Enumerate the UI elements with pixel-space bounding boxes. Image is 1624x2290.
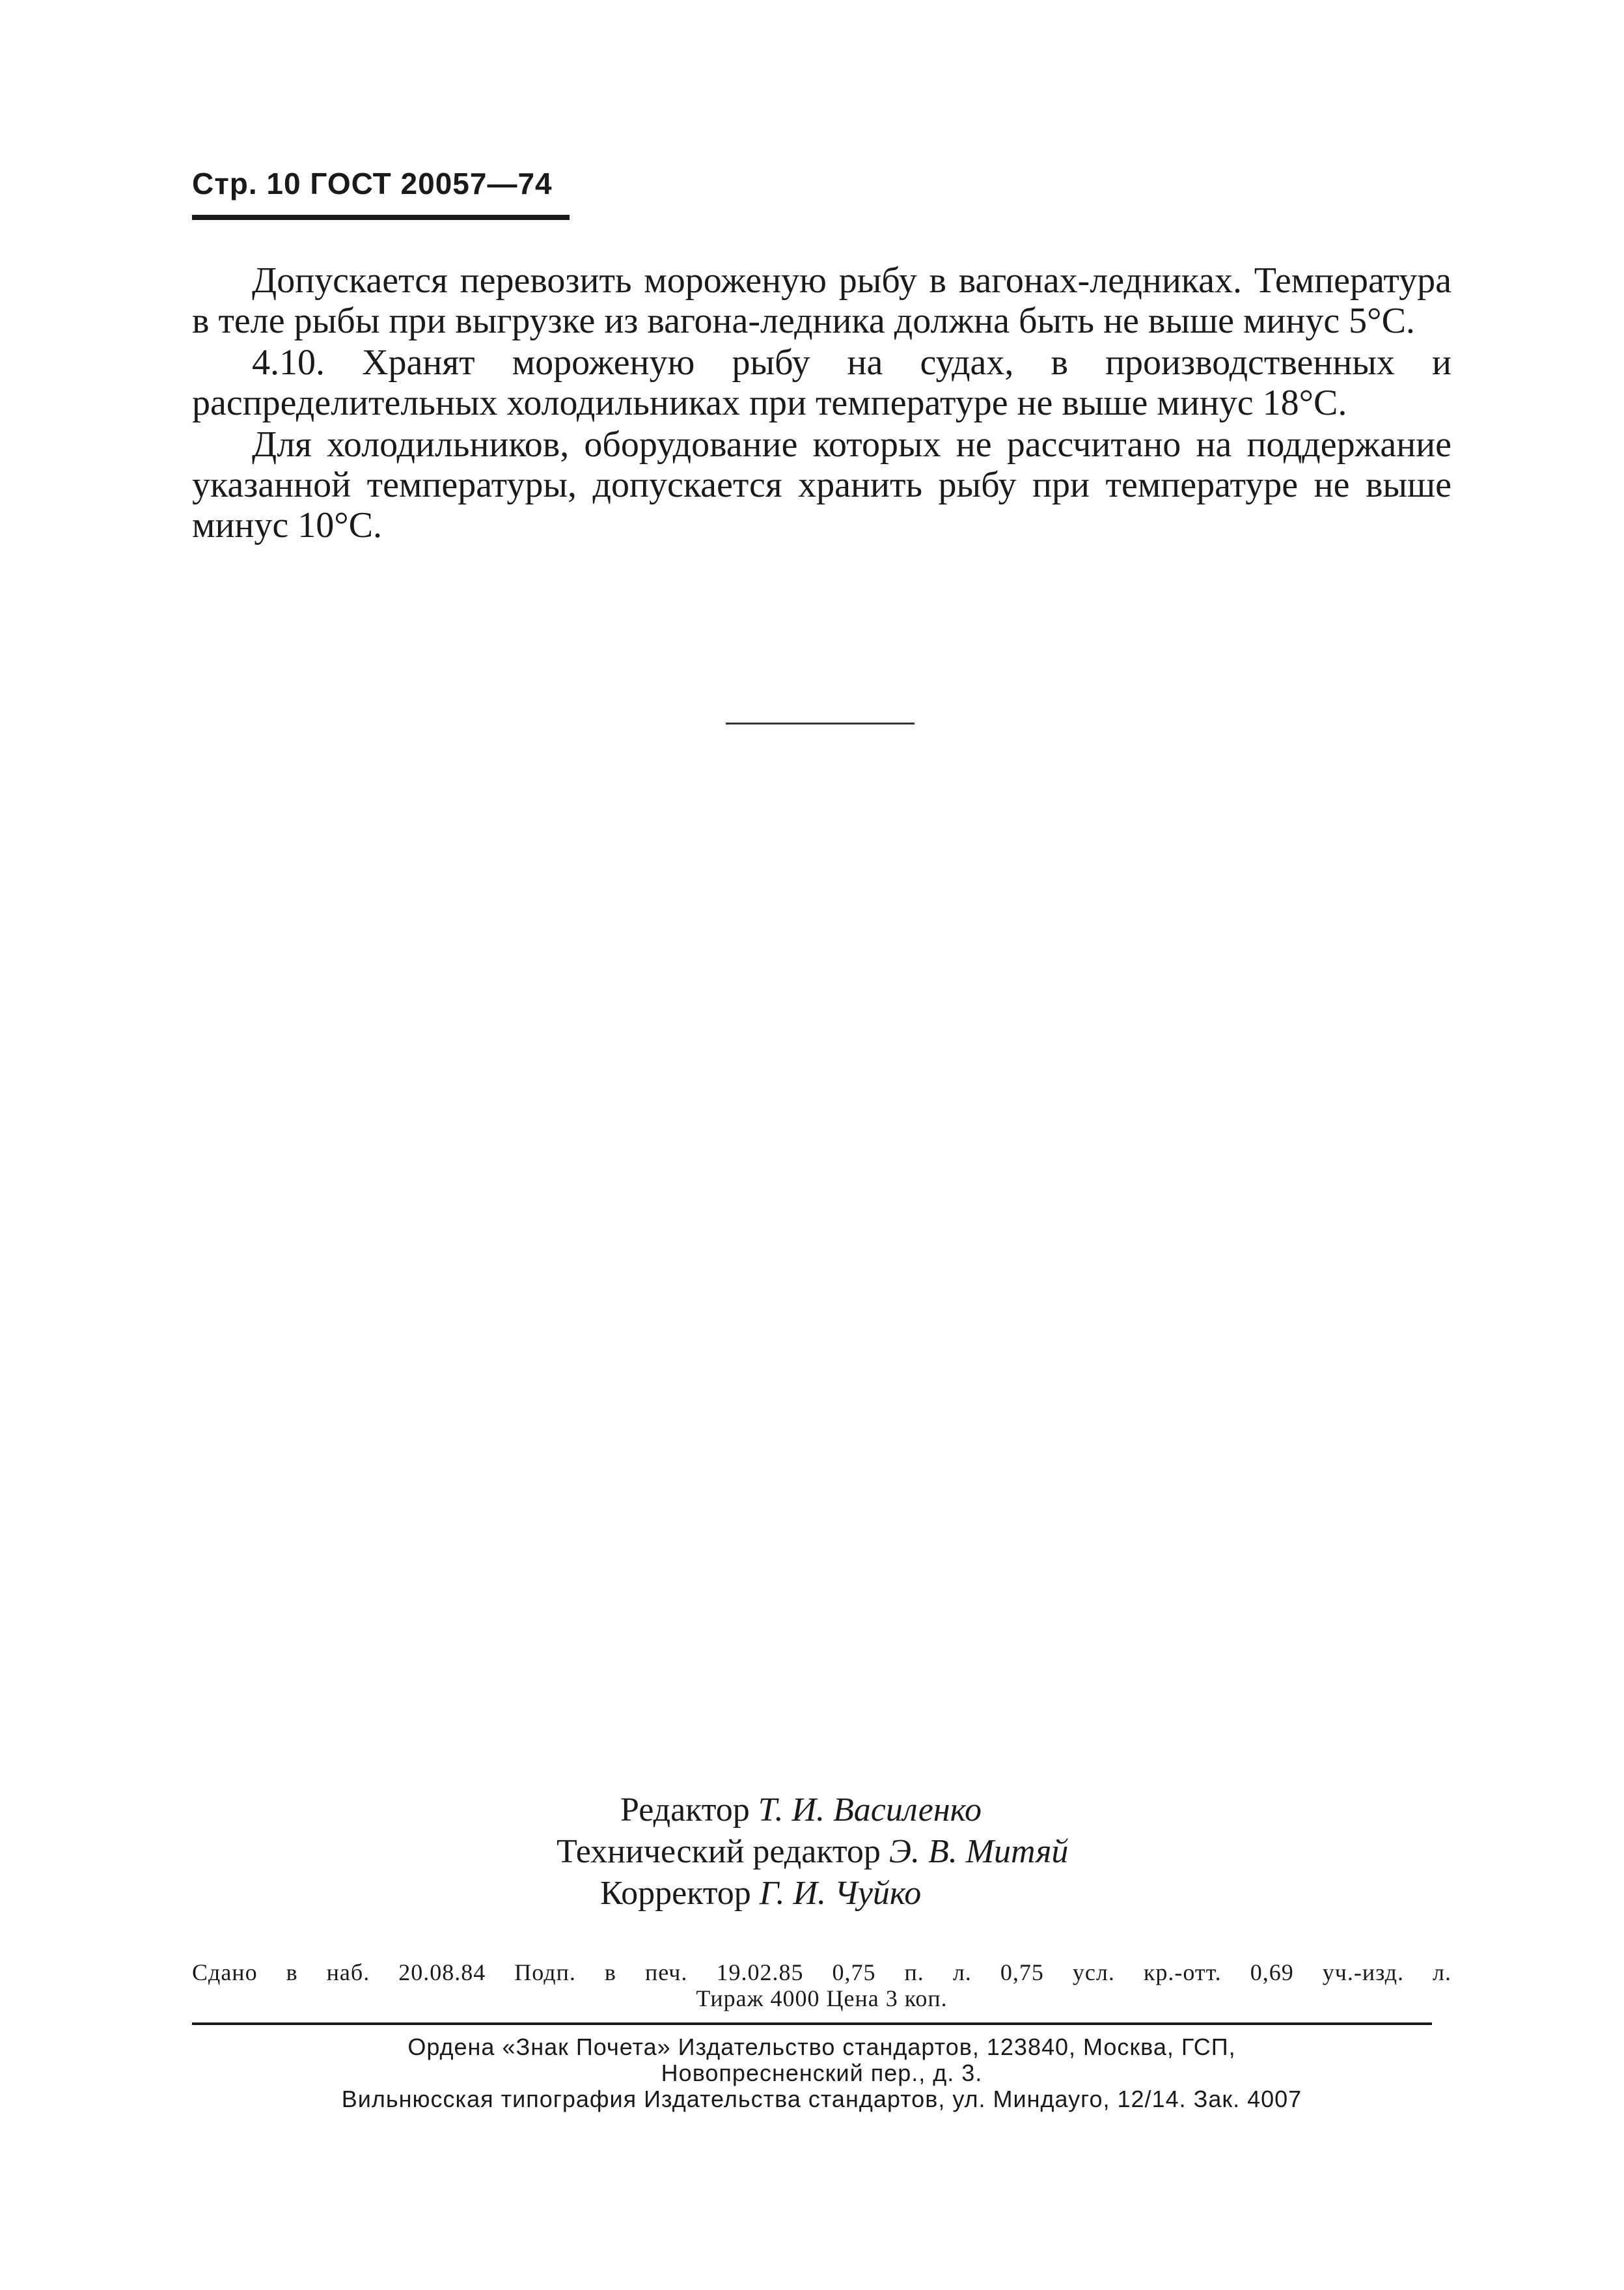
paragraph-transport: Допускается перевозить мороженую рыбу в вагонах-ледниках. Температура в теле рыбы при выгрузке из вагона-ледника должна быть не выше минус 5°С.: [192, 260, 1452, 341]
proofreader-label: Корректор: [600, 1875, 751, 1912]
tech-editor-label: Технический редактор: [557, 1833, 881, 1870]
credit-editor: [620, 1790, 982, 1830]
proofreader-name: Г. И. Чуйко: [759, 1875, 922, 1912]
section-separator: [726, 723, 915, 724]
publisher-line-2: Новопресненский пер., д. 3.: [661, 2060, 983, 2086]
publisher-line-1: Ордена «Знак Почета» Издательство стандартов, 123840, Москва, ГСП,: [407, 2034, 1236, 2060]
imprint-rule: [192, 2022, 1432, 2025]
paragraph-refrigerators: Для холодильников, оборудование которых не рассчитано на поддержание указанной температуры, допускается хранить рыбу при температуре не выше минус 10°С.: [192, 424, 1452, 545]
body-text: [192, 260, 1452, 545]
publisher: [192, 2034, 1452, 2112]
publisher-line-3: Вильнюсская типография Издательства стандартов, ул. Миндауго, 12/14. Зак. 4007: [341, 2086, 1302, 2112]
imprint-line-1: Сдано в наб. 20.08.84 Подп. в печ. 19.02.85 0,75 п. л. 0,75 усл. кр.-отт. 0,69 уч.-изд. л.: [192, 1959, 1452, 1985]
credit-proofreader: [600, 1873, 921, 1914]
credit-tech-editor: [557, 1832, 1068, 1872]
imprint: [192, 1959, 1452, 2011]
paragraph-storage: 4.10. Хранят мороженую рыбу на судах, в производственных и распределительных холодильниках при температуре не выше минус 18°С.: [192, 342, 1452, 423]
page-header: Стр. 10 ГОСТ 20057—74: [192, 167, 553, 200]
imprint-line-2: Тираж 4000 Цена 3 коп.: [696, 1985, 948, 2011]
editor-label: Редактор: [620, 1791, 750, 1828]
tech-editor-name: Э. В. Митяй: [888, 1833, 1069, 1870]
header-rule: [192, 215, 570, 220]
editor-name: Т. И. Василенко: [758, 1791, 982, 1828]
